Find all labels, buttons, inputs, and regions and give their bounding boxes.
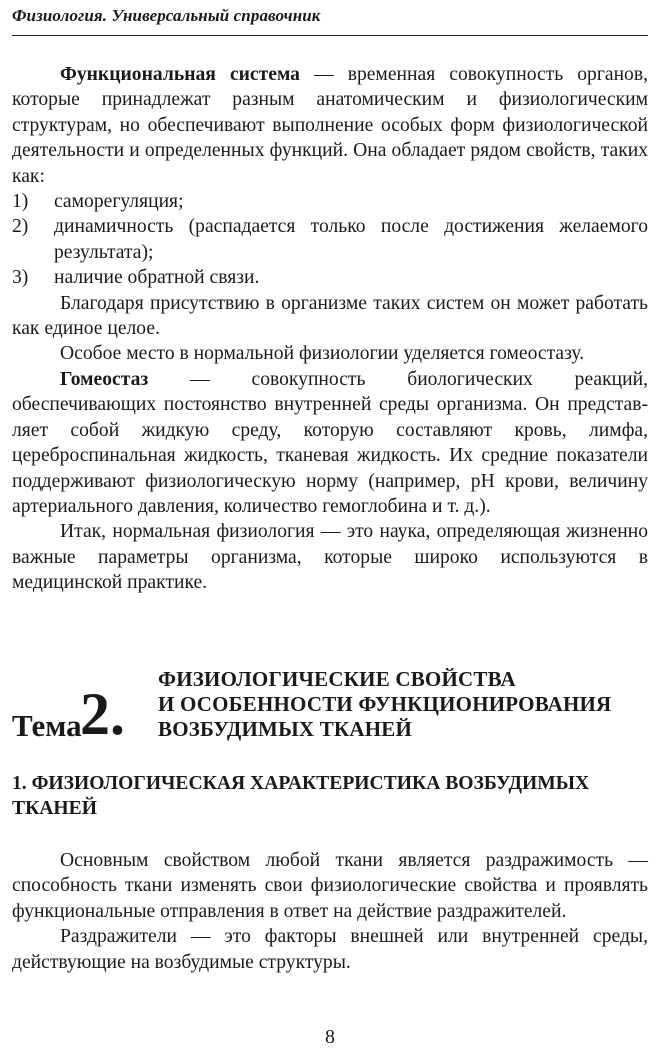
homeostasis-definition: — совокупность биологических реакций, обеспечивающих постоянство внутренней среды организма. Он представ-ляет собой жидкую среду, которую составляют кровь, лимфа, цереброспинальная жидкость, тканевая жидкость. Их средние показатели поддерживают физиологическую норму (например, pH крови, величину артериального давления, количество гемоглобина и т. д.).	[12, 368, 648, 517]
intro-text-block	[12, 62, 648, 596]
list-item	[12, 265, 648, 290]
homeostasis-paragraph	[12, 367, 648, 519]
list-item-number: 1)	[12, 191, 29, 213]
topic-title-line: ВОЗБУДИМЫХ ТКАНЕЙ	[158, 717, 412, 741]
list-item-text: динамичность (распадается только после достижения желаемого результата);	[54, 216, 648, 263]
running-header: Физиология. Универсальный справочник	[12, 6, 321, 25]
homeostasis-term: Гомеостаз	[60, 368, 149, 390]
header-rule	[12, 35, 648, 36]
stimuli-paragraph: Раздражители — это факторы внешней или внутренней среды, действующие на возбудимые структуры.	[12, 926, 648, 973]
topic-label: Тема	[12, 708, 82, 743]
list-item	[12, 214, 648, 265]
irritability-paragraph: Основным свойством любой ткани является раздражимость — способность ткани изменять свои физиологические свойства и проявлять функциональные отправления в ответ на действие раздражителей.	[12, 850, 648, 922]
functional-system-definition: — временная совокупность органов, которые принадлежат разным анатомическим и физиологическим структурам, но обеспечивают выполнение особых форм физиологической деятельности и определенных функций. Она обладает рядом свойств, таких как:	[12, 64, 648, 187]
functional-system-paragraph	[12, 62, 648, 189]
topic-title-line: И ОСОБЕННОСТИ ФУНКЦИОНИРОВАНИЯ	[158, 692, 612, 716]
list-item-number: 3)	[12, 267, 29, 289]
topic-title-line: ФИЗИОЛОГИЧЕСКИЕ СВОЙСТВА	[158, 667, 516, 691]
list-item-number: 2)	[12, 216, 29, 238]
list-item	[12, 189, 648, 214]
summary-paragraph: Итак, нормальная физиология — это наука, определяющая жизненно важные параметры организма, которые широко используются в медицинской практике.	[12, 521, 648, 594]
homeostasis-place-paragraph: Особое место в нормальной физиологии уделяется гомеостазу.	[60, 343, 585, 365]
list-item-text: саморегуляция;	[54, 191, 184, 213]
functional-system-term: Функциональная система	[60, 64, 300, 85]
topic-number: 2.	[80, 681, 125, 747]
section-heading: 1. ФИЗИОЛОГИЧЕСКАЯ ХАРАКТЕРИСТИКА ВОЗБУДИМЫХ ТКАНЕЙ	[12, 773, 590, 820]
topic-title	[158, 667, 653, 742]
page-number: 8	[325, 1026, 335, 1048]
whole-organism-paragraph: Благодаря присутствию в организме таких систем он может работать как единое целое.	[12, 292, 648, 340]
list-item-text: наличие обратной связи.	[54, 267, 260, 289]
section-text-block	[12, 848, 648, 975]
